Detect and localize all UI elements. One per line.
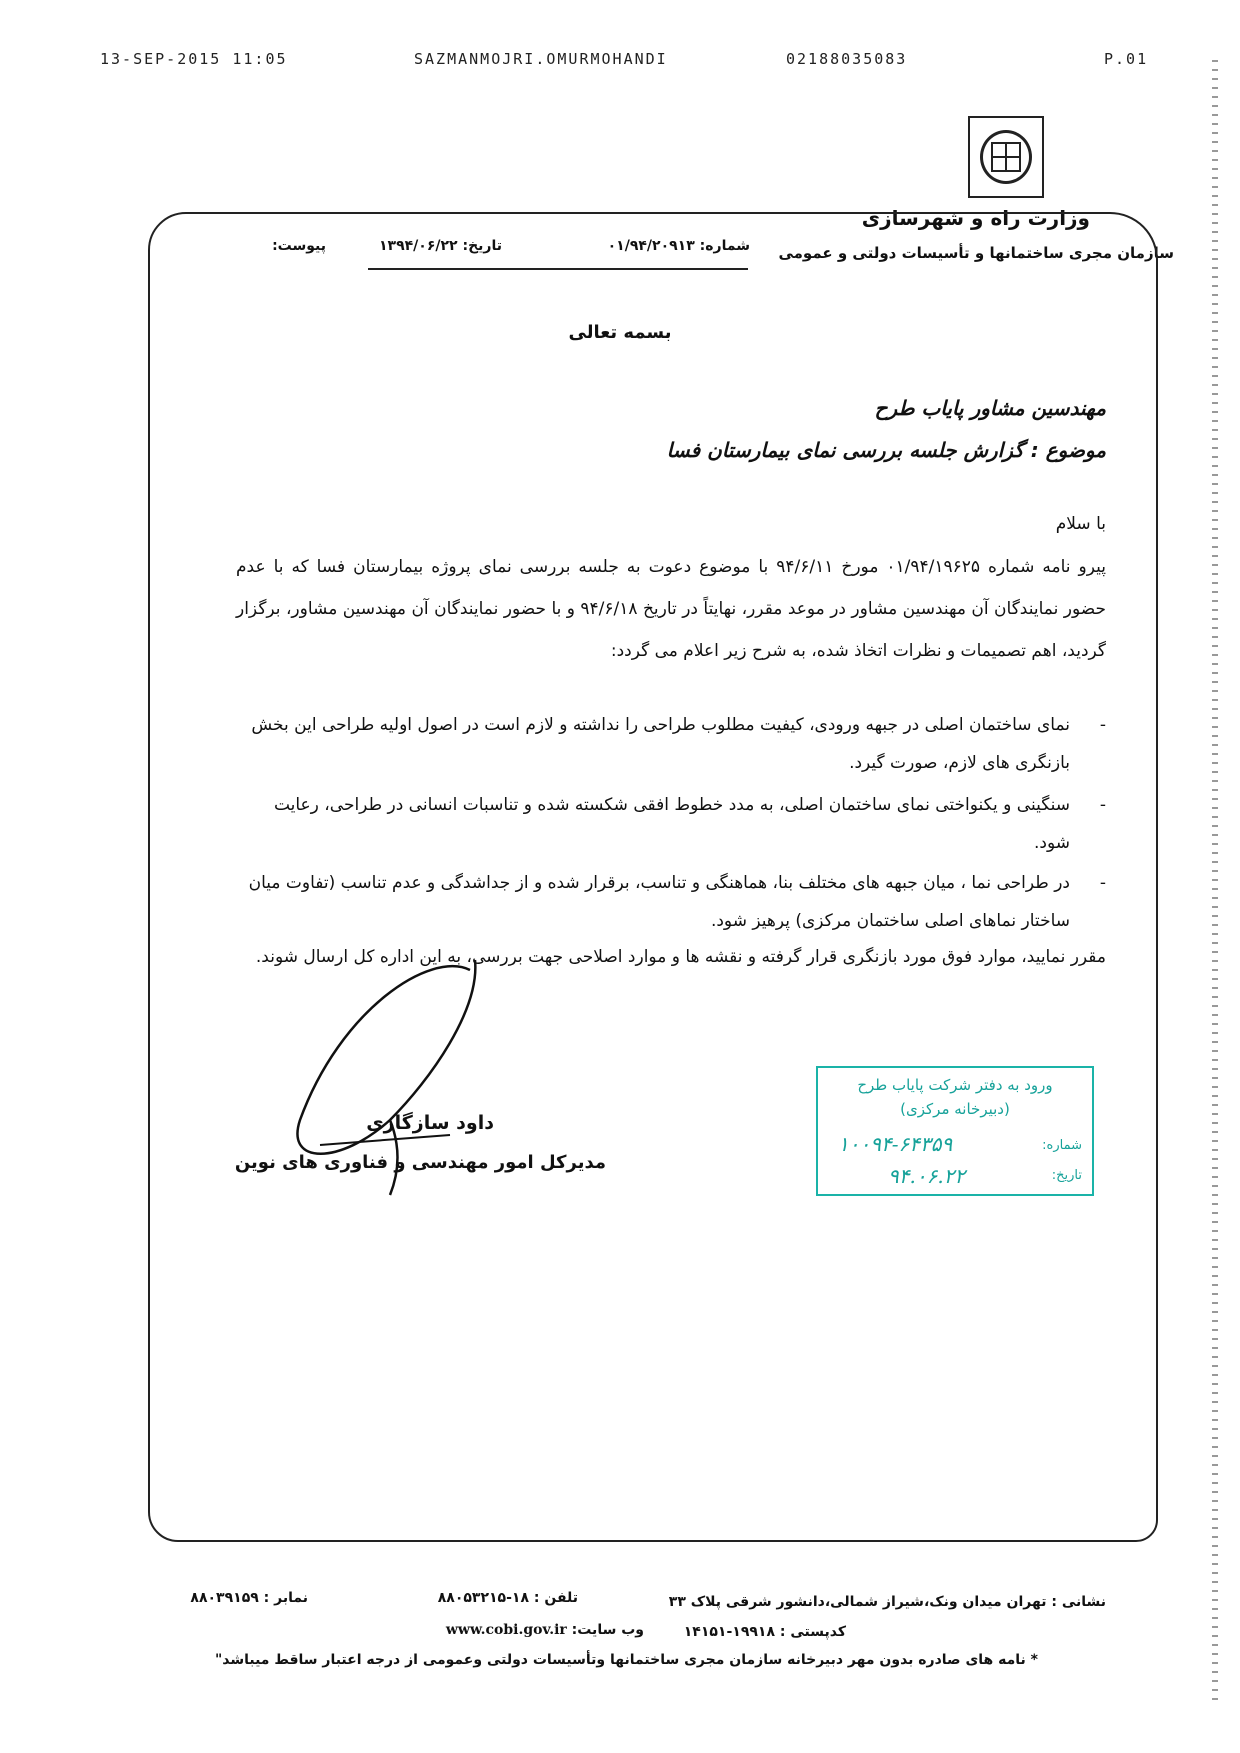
footer-postal: کدپستی : ۱۹۹۱۸-۱۴۱۵۱ — [683, 1624, 846, 1640]
subject: موضوع : گزارش جلسه بررسی نمای بیمارستان فسا — [666, 438, 1106, 462]
fax-datetime: 13-SEP-2015 11:05 — [100, 50, 288, 68]
number-value: ۰۱/۹۴/۲۰۹۱۳ — [607, 238, 695, 254]
ministry-logo-icon — [968, 116, 1044, 198]
letter-number — [608, 238, 750, 254]
stamp-line1: ورود به دفتر شرکت پایاب طرح — [857, 1076, 1053, 1094]
website-label: وب سایت: — [571, 1622, 644, 1638]
signatory-name: داود سازگاری — [366, 1112, 494, 1134]
fax-phone: 02188035083 — [786, 50, 908, 68]
header-rule — [358, 212, 838, 214]
organization-name: سازمان مجری ساختمانها و تأسیسات دولتی و عمومی — [778, 244, 1174, 262]
scan-noise — [1212, 60, 1218, 1700]
number-label: شماره: — [699, 238, 750, 254]
letter-date — [379, 238, 502, 254]
invocation: بسمه تعالی — [568, 322, 672, 343]
footer-fax: نمابر : ۸۸۰۳۹۱۵۹ — [190, 1590, 308, 1606]
date-value: ۱۳۹۴/۰۶/۲۲ — [379, 238, 458, 254]
stamp-date-label: تاریخ: — [1051, 1168, 1082, 1183]
fax-sender: SAZMANMOJRI.OMURMOHANDI — [414, 50, 668, 68]
date-label: تاریخ: — [462, 238, 502, 254]
stamp-date-value: ۹۴.۰۶.۲۲ — [888, 1164, 966, 1188]
footer-note: * نامه های صادره بدون مهر دبیرخانه سازمان مجری ساختمانها وتأسیسات دولتی وعمومی از درجه اعتبار ساقط میباشد" — [214, 1652, 1038, 1668]
fax-page: P.01 — [1104, 50, 1149, 68]
intro-paragraph: پیرو نامه شماره ۰۱/۹۴/۱۹۶۲۵ مورخ ۹۴/۶/۱۱ با موضوع دعوت به جلسه بررسی نمای پروژه بیمارستان فسا که با عدم حضور نمایندگان آن مهندسین مشاور در موعد مقرر، نهایتاً در تاریخ ۹۴/۶/۱۸ و با حضور نمایندگان آن مهندسین مشاور، برگزار گردید، اهم تصمیمات و نظرات اتخاذ شده، به شرح زیر اعلام می گردد: — [236, 557, 1106, 661]
list-item: - در طراحی نما ، میان جبهه های مختلف بنا، هماهنگی و تناسب، برقرار شده و از جداشدگی و عدم تناسب (تفاوت میان ساختار نماهای اصلی ساختمان مرکزی) پرهیز شود. — [248, 873, 1106, 931]
greeting: با سلام — [1055, 514, 1106, 534]
closing-paragraph: مقرر نمایید، موارد فوق مورد بازنگری قرار گرفته و نقشه ها و موارد اصلاحی جهت بررسی، به این اداره کل ارسال شوند. — [255, 947, 1106, 967]
attachment-label: پیوست: — [272, 238, 326, 254]
ministry-name: وزارت راه و شهرسازی — [861, 206, 1090, 230]
stamp-line2: (دبیرخانه مرکزی) — [900, 1100, 1010, 1118]
stamp-number-label: شماره: — [1042, 1138, 1082, 1153]
list-item: - نمای ساختمان اصلی در جبهه ورودی، کیفیت مطلوب طراحی را نداشته و لازم است در اصول اولیه طراحی این بخش بازنگری های لازم، صورت گیرد. — [251, 715, 1106, 773]
received-stamp — [816, 1066, 1094, 1196]
footer-phone: تلفن : ۱۸-۸۸۰۵۳۲۱۵ — [437, 1590, 578, 1606]
website-link[interactable]: www.cobi.gov.ir — [445, 1622, 567, 1638]
recipient: مهندسین مشاور پایاب طرح — [874, 396, 1106, 420]
list-item: - سنگینی و یکنواختی نمای ساختمان اصلی، به مدد خطوط افقی شکسته شده و تناسبات انسانی در طراحی، رعایت شود. — [273, 795, 1106, 853]
footer-address: نشانی : تهران میدان ونک،شیراز شمالی،دانشور شرقی پلاک ۳۳ — [668, 1594, 1106, 1610]
stamp-number-value: ۱۰۰۹۴-۶۴۳۵۹ — [838, 1132, 953, 1156]
footer-website — [446, 1622, 644, 1638]
meta-rule — [368, 268, 748, 270]
signatory-title: مدیرکل امور مهندسی و فناوری های نوین — [234, 1152, 606, 1173]
